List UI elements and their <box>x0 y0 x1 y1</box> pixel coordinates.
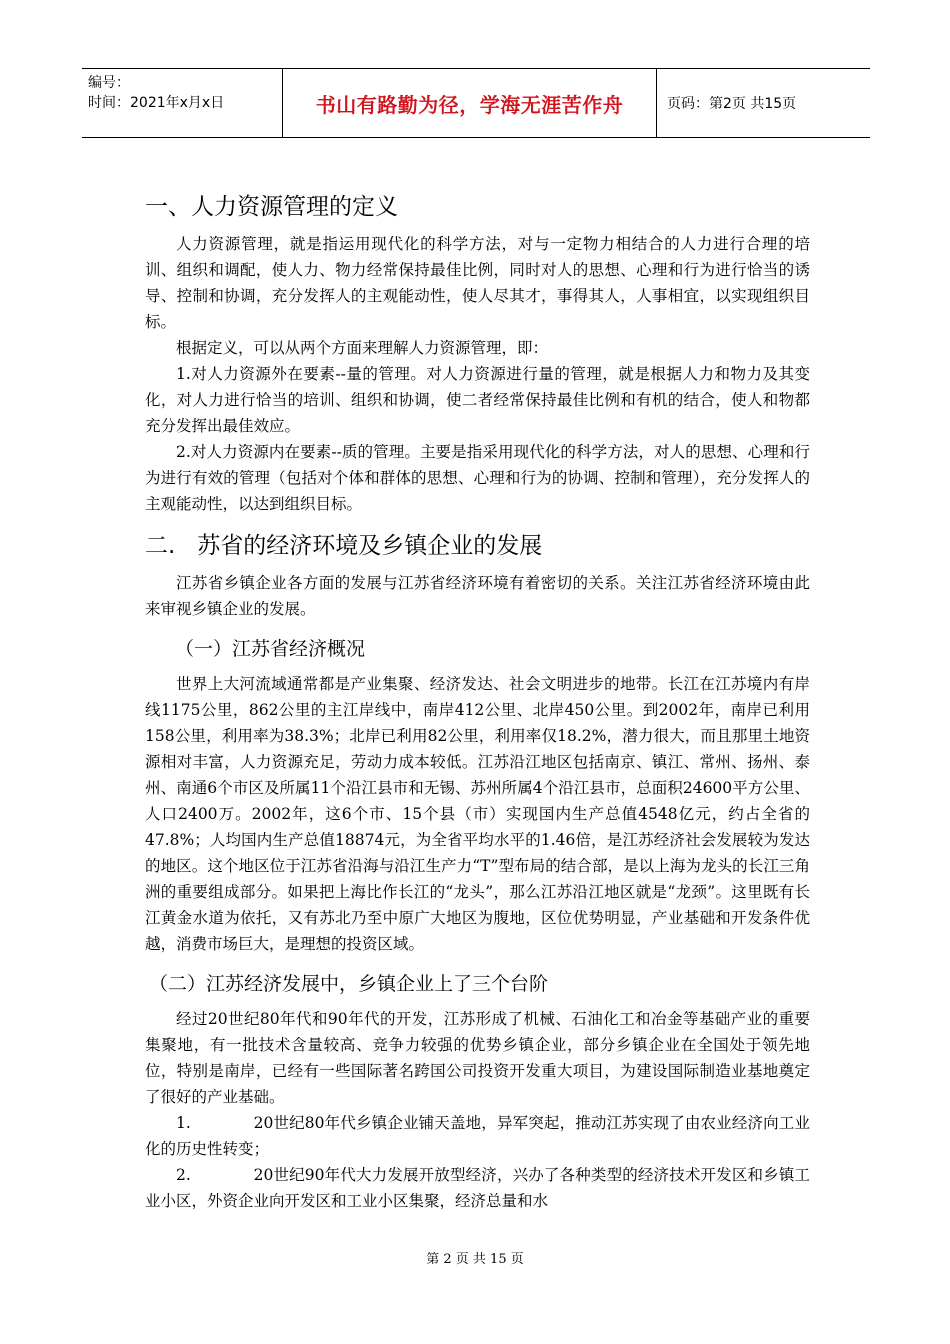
section-1-paragraph: 2.对人力资源内在要素--质的管理。主要是指采用现代化的科学方法，对人的思想、心理和行为进行有效的管理（包括对个体和群体的思想、心理和行为的协调、控制和管理），充分发挥人的主观能动性，以达到组织目标。 <box>145 443 810 513</box>
section-1-paragraph: 根据定义，可以从两个方面来理解人力资源管理，即： <box>176 339 549 357</box>
document-date-label: 时间：2021年x月x日 <box>88 95 225 111</box>
subsection-1-paragraph: 世界上大河流域通常都是产业集聚、经济发达、社会文明进步的地带。长江在江苏境内有岸线1175公里，862公里的主江岸线中，南岸412公里、北岸450公里。到2002年，南岸已利用158公里，利用率为38.3%；北岸已利用82公里，利用率仅18.2%，潜力很大，而且那里土地资源相对丰富，人力资源充足，劳动力成本较低。江苏沿江地区包括南京、镇江、常州、扬州、泰州、南通6个市区及所属11个沿江县市和无锡、苏州所属4个沿江县市，总面积24600平方公里、人口2400万。2002年，这6个市、15个县（市）实现国内生产总值4548亿元，约占全省的47.8%；人均国内生产总值18874元，为全省平均水平的1.46倍，是江苏经济社会发展较为发达的地区。这个地区位于江苏省沿海与沿江生产力“T”型布局的结合部，是以上海为龙头的长江三角洲的重要组成部分。如果把上海比作长江的“龙头”，那么江苏沿江地区就是“龙颈”。这里既有长江黄金水道为依托，又有苏北乃至中原广大地区为腹地，区位优势明显，产业基础和开发条件优越，消费市场巨大，是理想的投资区域。 <box>145 675 810 953</box>
subsection-2-paragraph: 经过20世纪80年代和90年代的开发，江苏形成了机械、石油化工和冶金等基础产业的重要 集聚地，有一批技术含量较高、竞争力较强的优势乡镇企业，部分乡镇企业在全国处于领先地位，特别是南岸，已经有一些国际著名跨国公司投资开发重大项目，为建设国际制造业基地奠定了很好的产业基础。 <box>145 1010 842 1106</box>
page-footer: 第 2 页 共 15 页 <box>426 1252 524 1267</box>
section-1-heading: 一、人力资源管理的定义 <box>145 194 398 220</box>
header-page-info-cell <box>657 69 870 137</box>
header-motto-cell <box>282 69 657 137</box>
subsection-2-heading: （二）江苏经济发展中，乡镇企业上了三个台阶 <box>149 973 549 995</box>
subsection-1-heading: （一）江苏省经济概况 <box>175 638 366 660</box>
section-1-paragraph: 人力资源管理，就是指运用现代化的科学方法，对与一定物力相结合的人力进行合理的培训、组织和调配，使人力、物力经常保持最佳比例，同时对人的思想、心理和行为进行恰当的诱导、控制和协调，充分发挥人的主观能动性，使人尽其才，事得其人，人事相宜，以实现组织目标。 <box>145 235 810 331</box>
section-2-heading: 二. 苏省的经济环境及乡镇企业的发展 <box>145 533 543 559</box>
subsection-2-paragraph: 2. 20世纪90年代大力发展开放型经济，兴办了各种类型的经济技术开发区和乡镇工业小区，外资企业向开发区和工业小区集聚，经济总量和水 <box>145 1166 810 1210</box>
header-meta-cell <box>82 69 282 137</box>
document-body <box>145 188 842 1214</box>
section-1-paragraph: 1.对人力资源外在要素--量的管理。对人力资源进行量的管理，就是根据人力和物力及其变化，对人力进行恰当的培训、组织和协调，使二者经常保持最佳比例和有机的结合，使人和物都充分发挥出最佳效应。 <box>145 365 810 435</box>
subsection-2-paragraph: 1. 20世纪80年代乡镇企业铺天盖地，异军突起，推动江苏实现了由农业经济向工业化的历史性转变； <box>145 1114 810 1158</box>
section-2-intro: 江苏省乡镇企业各方面的发展与江苏省经济环境有着密切的关系。关注江苏省经济环境由此来审视乡镇企业的发展。 <box>145 574 810 618</box>
document-number-label: 编号： <box>88 75 130 91</box>
page-header-table <box>82 68 870 138</box>
header-page-info: 页码：第2页 共15页 <box>667 96 797 112</box>
header-motto: 书山有路勤为径，学海无涯苦作舟 <box>315 92 624 117</box>
